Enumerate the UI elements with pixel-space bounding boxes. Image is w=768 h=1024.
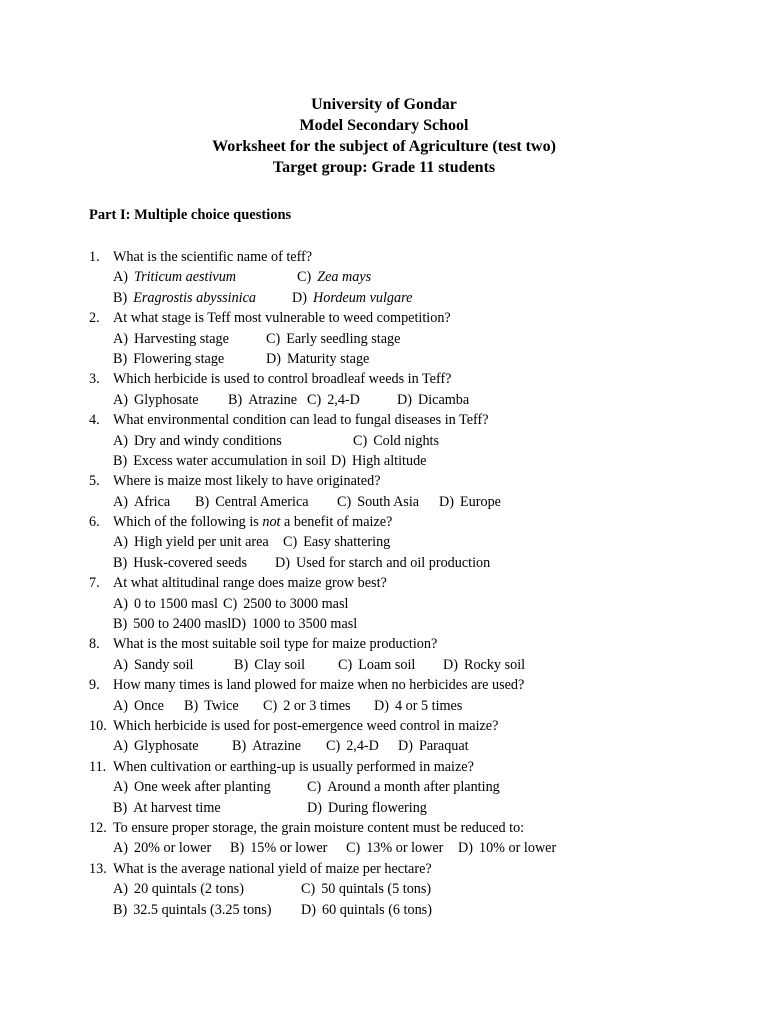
option-text: 15% or lower <box>250 840 328 857</box>
option-text: Hordeum vulgare <box>312 289 413 306</box>
answer-option[interactable] <box>374 696 462 716</box>
option-text: High yield per unit area <box>133 534 269 551</box>
option-text: Paraquat <box>418 738 469 755</box>
option-letter: D) <box>398 738 413 755</box>
answer-option[interactable] <box>113 900 272 920</box>
university-name: University of Gondar <box>311 96 457 113</box>
answer-option[interactable] <box>231 614 357 634</box>
option-row <box>89 838 749 858</box>
option-letter: A) <box>113 269 128 286</box>
answer-option[interactable] <box>297 267 371 287</box>
answer-option[interactable] <box>263 696 351 716</box>
option-text: 2,4-D <box>346 738 379 755</box>
option-text: 50 quintals (5 tons) <box>321 881 432 898</box>
question-text: Which herbicide is used to control broadleaf weeds in Teff? <box>113 371 452 388</box>
answer-option[interactable] <box>223 594 348 614</box>
option-row <box>89 349 749 369</box>
option-text: One week after planting <box>133 779 271 796</box>
answer-option[interactable] <box>113 553 247 573</box>
option-row <box>89 451 749 471</box>
option-letter: A) <box>113 534 128 551</box>
option-text: Around a month after planting <box>327 779 500 796</box>
option-text: Sandy soil <box>133 656 194 673</box>
question-text: At what stage is Teff most vulnerable to weed competition? <box>113 310 451 327</box>
answer-option[interactable] <box>397 390 469 410</box>
question-number: 1. <box>89 249 100 265</box>
option-letter: D) <box>275 554 290 571</box>
option-letter: B) <box>113 289 128 306</box>
answer-option[interactable] <box>338 655 415 675</box>
option-letter: B) <box>232 738 247 755</box>
answer-option[interactable] <box>113 451 326 471</box>
option-row <box>89 492 749 512</box>
option-row <box>89 777 749 797</box>
option-text: Central America <box>215 493 309 510</box>
answer-option[interactable] <box>113 736 199 756</box>
option-text: 13% or lower <box>366 840 444 857</box>
option-letter: D) <box>331 452 346 469</box>
question-number: 8. <box>89 636 100 653</box>
option-text: Dicamba <box>417 391 470 408</box>
worksheet-header <box>0 94 768 178</box>
option-text: 60 quintals (6 tons) <box>321 901 432 918</box>
option-letter: B) <box>195 493 210 510</box>
option-letter: D) <box>439 493 454 510</box>
answer-option[interactable] <box>113 838 211 858</box>
option-text: Glyphosate <box>133 391 199 408</box>
answer-option[interactable] <box>113 655 194 675</box>
answer-option[interactable] <box>307 798 427 818</box>
question-line <box>89 716 749 736</box>
option-letter: A) <box>113 432 128 449</box>
option-letter: A) <box>113 779 128 796</box>
option-letter: A) <box>113 738 128 755</box>
option-text: Europe <box>459 493 501 510</box>
option-row <box>89 879 749 899</box>
question-text: What is the most suitable soil type for maize production? <box>113 636 438 653</box>
option-text: Maturity stage <box>286 350 370 367</box>
answer-option[interactable] <box>113 390 199 410</box>
answer-option[interactable] <box>113 696 164 716</box>
question-number: 5. <box>89 473 100 490</box>
question-text-part: Which of the following is <box>113 514 263 531</box>
option-text: 2,4-D <box>327 391 360 408</box>
option-letter: C) <box>337 493 352 510</box>
option-text: Early seedling stage <box>286 330 401 347</box>
question-number: 6. <box>89 514 100 531</box>
option-letter: A) <box>113 391 128 408</box>
question-line <box>89 410 749 430</box>
option-row <box>89 798 749 818</box>
question-line <box>89 512 749 532</box>
part-title: Part I: Multiple choice questions <box>89 207 292 223</box>
answer-option[interactable] <box>113 288 256 308</box>
option-letter: B) <box>113 616 128 633</box>
question-text: What environmental condition can lead to fungal diseases in Teff? <box>113 412 489 429</box>
question-number: 11. <box>89 758 107 775</box>
option-text: 500 to 2400 masl <box>133 616 232 633</box>
question-line <box>89 634 749 654</box>
question-text-emphasis: not <box>262 514 281 531</box>
option-text: Husk-covered seeds <box>133 554 248 571</box>
option-letter: B) <box>113 452 128 469</box>
option-letter: C) <box>338 656 353 673</box>
option-text: Eragrostis abyssinica <box>133 289 257 306</box>
option-letter: B) <box>234 656 249 673</box>
answer-option[interactable] <box>113 879 244 899</box>
answer-option[interactable] <box>228 390 297 410</box>
question-text: At what altitudinal range does maize grow best? <box>113 575 387 592</box>
option-row <box>89 614 749 634</box>
option-letter: C) <box>297 269 312 286</box>
option-letter: A) <box>113 697 128 714</box>
question-text: When cultivation or earthing-up is usually performed in maize? <box>113 758 474 775</box>
answer-option[interactable] <box>301 879 431 899</box>
option-letter: D) <box>231 616 246 633</box>
school-name: Model Secondary School <box>299 117 469 134</box>
question-line <box>89 573 749 593</box>
answer-option[interactable] <box>292 288 412 308</box>
answer-option[interactable] <box>326 736 379 756</box>
answer-option[interactable] <box>307 777 500 797</box>
option-row <box>89 594 749 614</box>
answer-option[interactable] <box>195 492 309 512</box>
option-letter: C) <box>307 391 322 408</box>
answer-option[interactable] <box>443 655 525 675</box>
option-letter: D) <box>266 350 281 367</box>
option-row <box>89 390 749 410</box>
option-text: Easy shattering <box>303 534 391 551</box>
option-letter: D) <box>458 840 473 857</box>
answer-option[interactable] <box>184 696 239 716</box>
option-text: 0 to 1500 masl <box>133 595 218 612</box>
question-number: 12. <box>89 819 107 836</box>
option-text: Glyphosate <box>133 738 199 755</box>
option-text: Excess water accumulation in soil <box>133 452 327 469</box>
option-row <box>89 655 749 675</box>
option-letter: D) <box>397 391 412 408</box>
answer-option[interactable] <box>113 777 271 797</box>
option-letter: B) <box>230 840 245 857</box>
option-text: 1000 to 3500 masl <box>251 616 358 633</box>
option-text: Atrazine <box>248 391 298 408</box>
option-letter: C) <box>263 697 278 714</box>
question-text-part: a benefit of maize? <box>280 514 393 531</box>
question-line <box>89 369 749 389</box>
answer-option[interactable] <box>113 349 224 369</box>
answer-option[interactable] <box>458 838 556 858</box>
answer-option[interactable] <box>266 329 400 349</box>
option-text: 20 quintals (2 tons) <box>133 881 244 898</box>
option-text: Atrazine <box>252 738 302 755</box>
option-letter: B) <box>184 697 199 714</box>
answer-option[interactable] <box>113 267 236 287</box>
option-text: Flowering stage <box>133 350 225 367</box>
option-letter: C) <box>283 534 298 551</box>
answer-option[interactable] <box>353 431 439 451</box>
option-letter: D) <box>307 799 322 816</box>
option-letter: B) <box>113 554 128 571</box>
option-text: Triticum aestivum <box>133 269 237 286</box>
question-number: 9. <box>89 677 100 694</box>
option-text: Loam soil <box>358 656 416 673</box>
answer-option[interactable] <box>113 594 218 614</box>
option-text: South Asia <box>357 493 420 510</box>
option-text: 2 or 3 times <box>283 697 351 714</box>
answer-option[interactable] <box>337 492 419 512</box>
worksheet-title: Worksheet for the subject of Agriculture (test two) <box>212 138 556 155</box>
option-letter: A) <box>113 595 128 612</box>
option-text: Twice <box>204 697 239 714</box>
option-text: Used for starch and oil production <box>295 554 491 571</box>
question-text: What is the scientific name of teff? <box>113 249 313 265</box>
answer-option[interactable] <box>113 492 170 512</box>
option-letter: C) <box>326 738 341 755</box>
question-text: How many times is land plowed for maize when no herbicides are used? <box>113 677 525 694</box>
option-row <box>89 553 749 573</box>
option-row <box>89 696 749 716</box>
option-letter: A) <box>113 656 128 673</box>
question-text: Which herbicide is used for post-emergence weed control in maize? <box>113 717 499 734</box>
answer-option[interactable] <box>283 532 390 552</box>
question-line <box>89 308 749 328</box>
option-row <box>89 900 749 920</box>
question-number: 7. <box>89 575 100 592</box>
answer-option[interactable] <box>113 329 229 349</box>
option-text: Clay soil <box>254 656 306 673</box>
option-letter: B) <box>113 901 128 918</box>
answer-option[interactable] <box>301 900 432 920</box>
answer-option[interactable] <box>113 614 231 634</box>
option-letter: B) <box>113 350 128 367</box>
question-line <box>89 818 749 838</box>
question-text <box>113 512 392 532</box>
option-text: 10% or lower <box>478 840 557 857</box>
option-text: Dry and windy conditions <box>133 432 282 449</box>
option-text: Cold nights <box>373 432 440 449</box>
option-letter: D) <box>443 656 458 673</box>
option-text: 20% or lower <box>133 840 212 857</box>
question-number: 4. <box>89 412 100 429</box>
question-text: To ensure proper storage, the grain moisture content must be reduced to: <box>113 819 525 836</box>
option-letter: D) <box>374 697 389 714</box>
option-text: Harvesting stage <box>133 330 229 347</box>
option-text: During flowering <box>327 799 427 816</box>
option-letter: C) <box>353 432 368 449</box>
option-letter: C) <box>266 330 281 347</box>
answer-option[interactable] <box>230 838 327 858</box>
option-letter: C) <box>223 595 238 612</box>
question-number: 2. <box>89 310 100 327</box>
answer-option[interactable] <box>232 736 301 756</box>
answer-option[interactable] <box>439 492 501 512</box>
option-text: High altitude <box>351 452 427 469</box>
question-line <box>89 247 749 267</box>
answer-option[interactable] <box>331 451 426 471</box>
option-text: 2500 to 3000 masl <box>243 595 349 612</box>
option-letter: D) <box>292 289 307 306</box>
question-line <box>89 675 749 695</box>
question-list <box>89 247 749 920</box>
option-row <box>89 329 749 349</box>
option-letter: A) <box>113 881 128 898</box>
answer-option[interactable] <box>113 431 282 451</box>
answer-option[interactable] <box>113 798 221 818</box>
option-text: Africa <box>133 493 171 510</box>
question-number: 10. <box>89 717 107 734</box>
answer-option[interactable] <box>234 655 305 675</box>
question-text: What is the average national yield of maize per hectare? <box>113 860 432 877</box>
option-text: At harvest time <box>133 799 221 816</box>
answer-option[interactable] <box>307 390 360 410</box>
option-letter: C) <box>346 840 361 857</box>
option-letter: C) <box>301 881 316 898</box>
question-line <box>89 471 749 491</box>
answer-option[interactable] <box>113 532 269 552</box>
answer-option[interactable] <box>346 838 443 858</box>
answer-option[interactable] <box>266 349 369 369</box>
question-number: 3. <box>89 371 100 388</box>
question-text: Where is maize most likely to have originated? <box>113 473 381 490</box>
option-letter: A) <box>113 330 128 347</box>
target-group: Target group: Grade 11 students <box>272 159 496 176</box>
answer-option[interactable] <box>398 736 469 756</box>
option-row <box>89 736 749 756</box>
answer-option[interactable] <box>275 553 490 573</box>
option-letter: A) <box>113 493 128 510</box>
question-number: 13. <box>89 860 107 877</box>
option-letter: D) <box>301 901 316 918</box>
option-letter: B) <box>113 799 128 816</box>
option-row <box>89 288 749 308</box>
question-line <box>89 859 749 879</box>
option-row <box>89 532 749 552</box>
option-row <box>89 267 749 287</box>
option-row <box>89 431 749 451</box>
option-letter: A) <box>113 840 128 857</box>
option-letter: B) <box>228 391 243 408</box>
option-text: Zea mays <box>317 269 372 286</box>
option-text: Rocky soil <box>463 656 526 673</box>
option-text: 32.5 quintals (3.25 tons) <box>133 901 272 918</box>
option-text: 4 or 5 times <box>394 697 463 714</box>
question-line <box>89 757 749 777</box>
option-text: Once <box>133 697 164 714</box>
option-letter: C) <box>307 779 322 796</box>
